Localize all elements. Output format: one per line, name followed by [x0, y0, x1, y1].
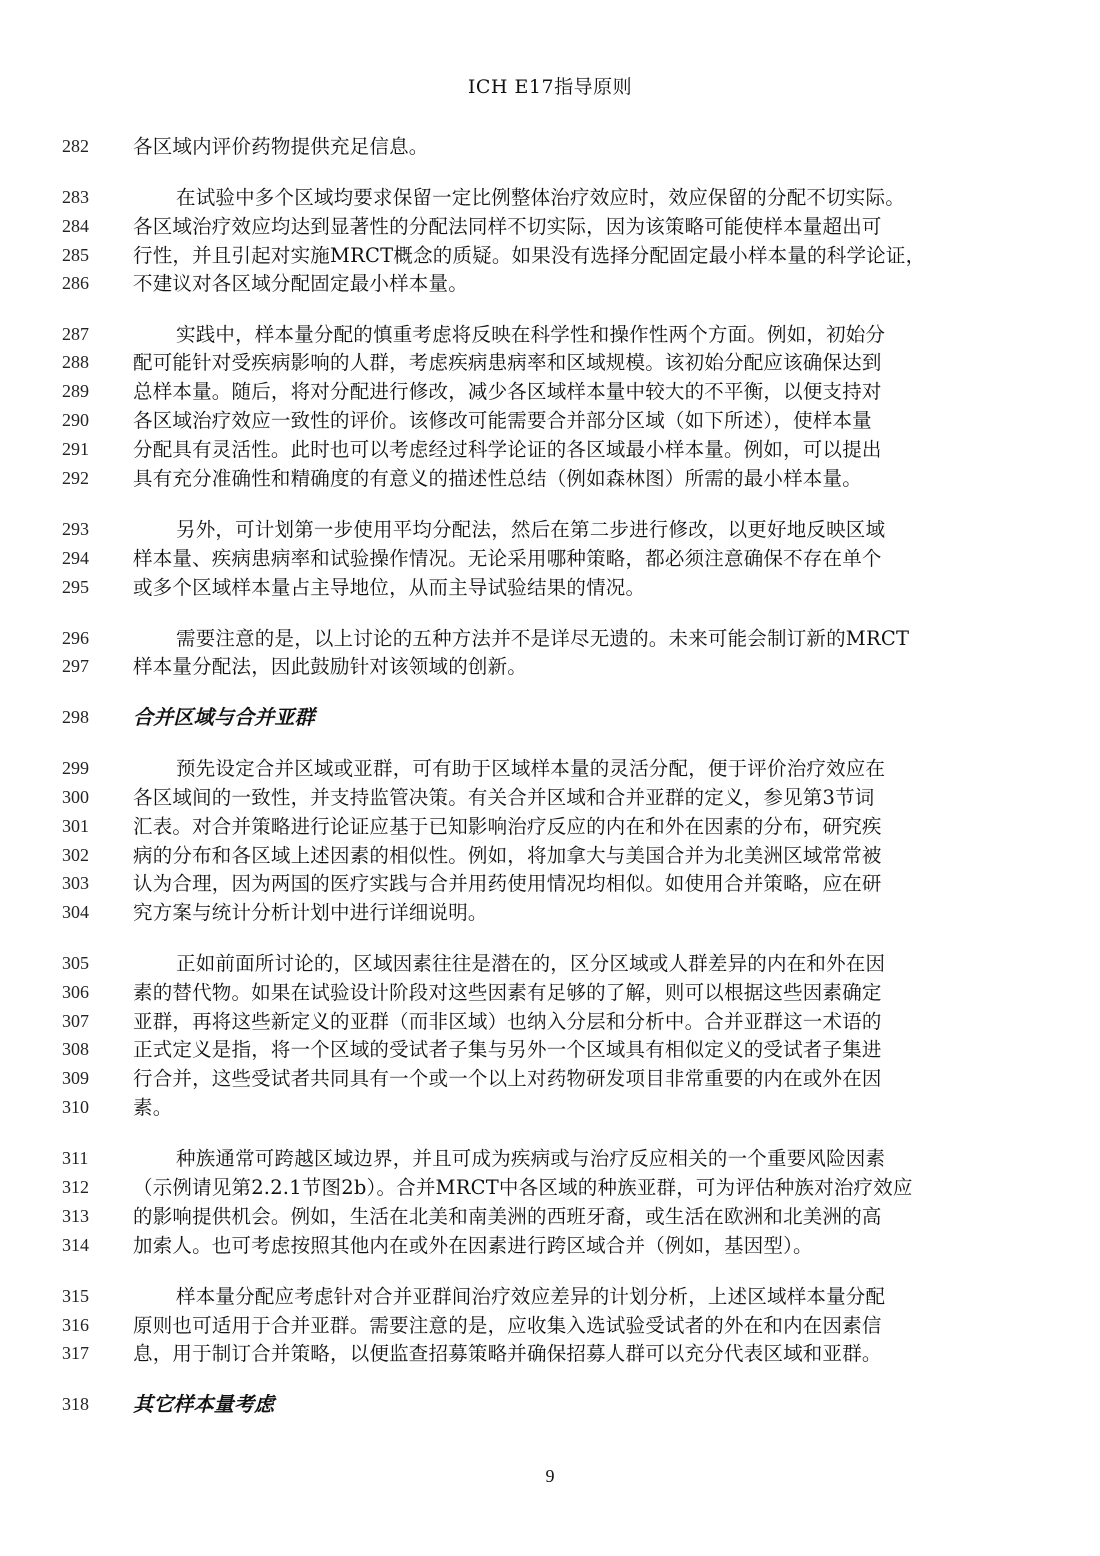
line-number: 291: [62, 439, 89, 459]
paragraph-text: 各区域间的一致性，并支持监管决策。有关合并区域和合并亚群的定义，参见第3节词: [133, 786, 875, 809]
text-line: [0, 1035, 1100, 1064]
paragraph-text: 实践中，样本量分配的慎重考虑将反映在科学性和操作性两个方面。例如，初始分: [176, 323, 886, 346]
line-number: 296: [62, 628, 89, 648]
text-line: [0, 812, 1100, 841]
line-number: 316: [62, 1315, 89, 1335]
paragraph-text: 不建议对各区域分配固定最小样本量。: [133, 272, 468, 295]
paragraph-text: 究方案与统计分析计划中进行详细说明。: [133, 901, 488, 924]
text-line: [0, 1202, 1100, 1231]
text-line: [0, 348, 1100, 377]
text-line: [0, 754, 1100, 783]
text-line: [0, 515, 1100, 544]
paragraph-text: 息，用于制订合并策略，以便监查招募策略并确保招募人群可以充分代表区域和亚群。: [133, 1342, 882, 1365]
line-number: 314: [62, 1235, 89, 1255]
text-line: [0, 1093, 1100, 1122]
text-line: [0, 464, 1100, 493]
paragraph-text: 汇表。对合并策略进行论证应基于已知影响治疗反应的内在和外在因素的分布，研究疾: [133, 815, 882, 838]
line-number: 307: [62, 1011, 89, 1031]
text-line: [0, 406, 1100, 435]
paragraph-text: 行合并，这些受试者共同具有一个或一个以上对药物研发项目非常重要的内在或外在因: [133, 1067, 882, 1090]
line-number: 282: [62, 136, 89, 156]
paragraph-text: 病的分布和各区域上述因素的相似性。例如，将加拿大与美国合并为北美洲区域常常被: [133, 844, 882, 867]
paragraph-text: 亚群，再将这些新定义的亚群（而非区域）也纳入分层和分析中。合并亚群这一术语的: [133, 1010, 882, 1033]
paragraph-text: 配可能针对受疾病影响的人群，考虑疾病患病率和区域规模。该初始分配应该确保达到: [133, 351, 882, 374]
text-line: [0, 783, 1100, 812]
line-number: 294: [62, 548, 89, 568]
text-line: [0, 212, 1100, 241]
text-line: [0, 241, 1100, 270]
paragraph-text: 正如前面所讨论的，区域因素往往是潜在的，区分区域或人群差异的内在和外在因: [176, 952, 886, 975]
text-line: [0, 269, 1100, 298]
line-number: 317: [62, 1343, 89, 1363]
line-number: 293: [62, 519, 89, 539]
text-line: [0, 841, 1100, 870]
paragraph-text: 需要注意的是，以上讨论的五种方法并不是详尽无遗的。未来可能会制订新的MRCT: [176, 627, 910, 650]
text-line: [0, 132, 1100, 161]
line-number: 309: [62, 1068, 89, 1088]
paragraph-text: 原则也可适用于合并亚群。需要注意的是，应收集入选试验受试者的外在和内在因素信: [133, 1314, 882, 1337]
paragraph-text: 认为合理，因为两国的医疗实践与合并用药使用情况均相似。如使用合并策略，应在研: [133, 872, 882, 895]
text-line: [0, 898, 1100, 927]
line-number: 300: [62, 787, 89, 807]
section-heading: 其它样本量考虑: [133, 1392, 275, 1416]
text-line: [0, 1311, 1100, 1340]
paragraph-text: 或多个区域样本量占主导地位，从而主导试验结果的情况。: [133, 576, 646, 599]
paragraph-text: 另外，可计划第一步使用平均分配法，然后在第二步进行修改，以更好地反映区域: [176, 518, 886, 541]
line-number: 311: [62, 1148, 89, 1168]
paragraph-text: 正式定义是指，将一个区域的受试者子集与另外一个区域具有相似定义的受试者子集进: [133, 1038, 882, 1061]
text-line: [0, 624, 1100, 653]
paragraph-text: 各区域治疗效应均达到显著性的分配法同样不切实际，因为该策略可能使样本量超出可: [133, 215, 882, 238]
line-number: 303: [62, 873, 89, 893]
line-number: 310: [62, 1097, 89, 1117]
line-number: 312: [62, 1177, 89, 1197]
paragraph-text: 素。: [133, 1096, 173, 1119]
line-number: 297: [62, 656, 89, 676]
text-line: [0, 320, 1100, 349]
text-line: [0, 1282, 1100, 1311]
line-number: 304: [62, 902, 89, 922]
text-line: [0, 978, 1100, 1007]
text-line: [0, 1173, 1100, 1202]
line-number: 286: [62, 273, 89, 293]
text-line: [0, 1007, 1100, 1036]
page-header-title: ICH E17指导原则: [467, 76, 633, 98]
paragraph-text: 样本量分配应考虑针对合并亚群间治疗效应差异的计划分析，上述区域样本量分配: [176, 1285, 886, 1308]
paragraph-text: 预先设定合并区域或亚群，可有助于区域样本量的灵活分配，便于评价治疗效应在: [176, 757, 886, 780]
paragraph-text: （示例请见第2.2.1节图2b）。合并MRCT中各区域的种族亚群，可为评估种族对治疗效应: [133, 1176, 913, 1199]
text-line: [0, 435, 1100, 464]
line-number: 306: [62, 982, 89, 1002]
text-line: [0, 1064, 1100, 1093]
paragraph-text: 具有充分准确性和精确度的有意义的描述性总结（例如森林图）所需的最小样本量。: [133, 467, 862, 490]
section-heading: 合并区域与合并亚群: [133, 705, 315, 729]
paragraph-text: 素的替代物。如果在试验设计阶段对这些因素有足够的了解，则可以根据这些因素确定: [133, 981, 882, 1004]
text-line: [0, 1231, 1100, 1260]
text-line: [0, 544, 1100, 573]
line-number: 284: [62, 216, 89, 236]
line-number: 313: [62, 1206, 89, 1226]
line-number: 308: [62, 1039, 89, 1059]
line-number: 295: [62, 577, 89, 597]
text-line: [0, 1144, 1100, 1173]
paragraph-text: 的影响提供机会。例如，生活在北美和南美洲的西班牙裔，或生活在欧洲和北美洲的高: [133, 1205, 882, 1228]
line-number: 299: [62, 758, 89, 778]
paragraph-text: 种族通常可跨越区域边界，并且可成为疾病或与治疗反应相关的一个重要风险因素: [176, 1147, 886, 1170]
line-number: 298: [62, 707, 89, 727]
line-number: 292: [62, 468, 89, 488]
section-heading-line: [0, 1390, 1100, 1419]
line-number: 315: [62, 1286, 89, 1306]
line-number: 288: [62, 352, 89, 372]
paragraph-text: 样本量、疾病患病率和试验操作情况。无论采用哪种策略，都必须注意确保不存在单个: [133, 547, 882, 570]
text-line: [0, 949, 1100, 978]
paragraph-text: 在试验中多个区域均要求保留一定比例整体治疗效应时，效应保留的分配不切实际。: [176, 186, 905, 209]
line-number: 289: [62, 381, 89, 401]
section-heading-line: [0, 703, 1100, 732]
line-number: 283: [62, 187, 89, 207]
line-number: 301: [62, 816, 89, 836]
text-line: [0, 183, 1100, 212]
line-number: 285: [62, 245, 89, 265]
paragraph-text: 各区域内评价药物提供充足信息。: [133, 135, 429, 158]
paragraph-text: 各区域治疗效应一致性的评价。该修改可能需要合并部分区域（如下所述），使样本量: [133, 409, 872, 432]
text-line: [0, 869, 1100, 898]
line-number: 302: [62, 845, 89, 865]
line-number: 287: [62, 324, 89, 344]
paragraph-text: 样本量分配法，因此鼓励针对该领域的创新。: [133, 655, 528, 678]
text-line: [0, 573, 1100, 602]
line-number: 305: [62, 953, 89, 973]
text-line: [0, 377, 1100, 406]
paragraph-text: 行性，并且引起对实施MRCT概念的质疑。如果没有选择分配固定最小样本量的科学论证，: [133, 244, 926, 267]
paragraph-text: 总样本量。随后，将对分配进行修改，减少各区域样本量中较大的不平衡，以便支持对: [133, 380, 882, 403]
paragraph-text: 分配具有灵活性。此时也可以考虑经过科学论证的各区域最小样本量。例如，可以提出: [133, 438, 882, 461]
line-number: 290: [62, 410, 89, 430]
text-line: [0, 1339, 1100, 1368]
page-number: 9: [545, 1466, 555, 1486]
text-line: [0, 652, 1100, 681]
line-number: 318: [62, 1394, 89, 1414]
paragraph-text: 加索人。也可考虑按照其他内在或外在因素进行跨区域合并（例如，基因型）。: [133, 1234, 813, 1257]
